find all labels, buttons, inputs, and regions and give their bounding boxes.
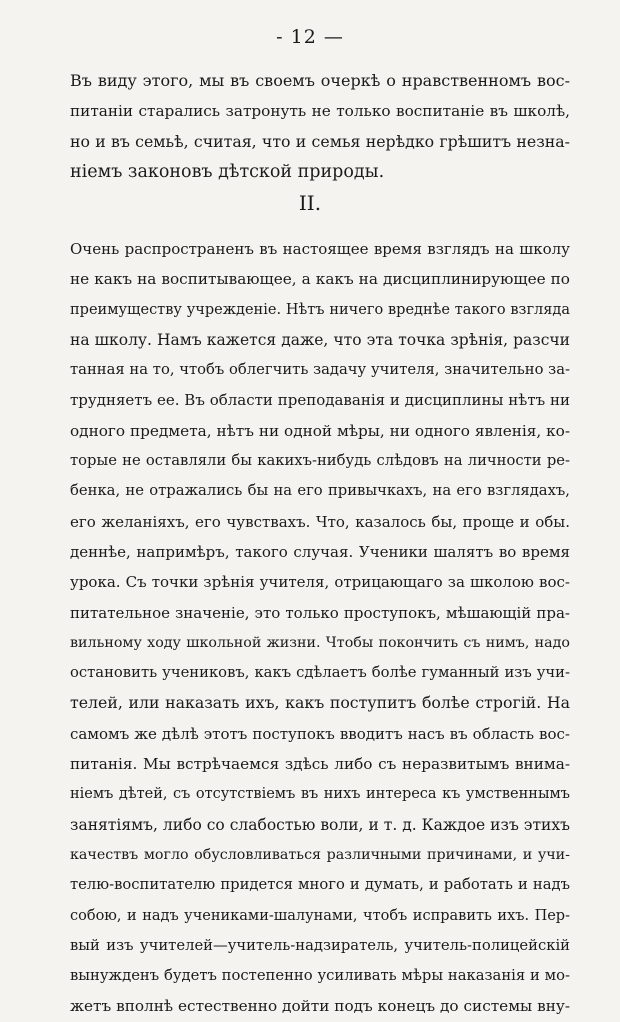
paragraph-intro	[70, 66, 570, 187]
text-line: урока. Съ точки зрѣнія учителя, отрицающаго за школою вос-	[70, 573, 570, 592]
section-heading: II.	[298, 191, 322, 215]
text-line: вынужденъ будетъ постепенно усиливать мѣры наказанія и мо-	[70, 967, 570, 985]
text-line: торые не оставляли бы какихъ-нибудь слѣдовъ на личности ре-	[70, 452, 570, 470]
text-line: занятіямъ, либо со слабостью воли, и т. д. Каждое изъ этихъ	[70, 815, 570, 834]
text-line: собою, и надъ учениками-шалунами, чтобъ исправить ихъ. Пер-	[70, 907, 570, 924]
text-line: на школу. Намъ кажется даже, что эта точка зрѣнія, разсчи	[70, 330, 570, 349]
text-line: телю-воспитателю придется много и думать, и работать и надъ	[70, 876, 570, 894]
text-line: питанія. Мы встрѣчаемся здѣсь либо съ неразвитымъ внима-	[70, 755, 570, 774]
text-line: Въ виду этого, мы въ своемъ очеркѣ о нравственномъ вос-	[70, 71, 570, 90]
text-line: вильному ходу школьной жизни. Чтобы покончить съ нимъ, надо	[70, 634, 570, 651]
text-line: не какъ на воспитывающее, а какъ на дисциплинирующее по	[70, 270, 570, 289]
text-line: самомъ же дѣлѣ этотъ поступокъ вводитъ насъ въ область вос-	[70, 724, 570, 743]
text-line: одного предмета, нѣтъ ни одной мѣры, ни одного явленія, ко-	[70, 421, 570, 440]
paragraph-main	[70, 234, 570, 1022]
text-line: питательное значеніе, это только проступокъ, мѣшающій пра-	[70, 603, 570, 622]
text-line: питаніи старались затронуть не только воспитаніе въ школѣ,	[70, 102, 570, 121]
text-line: преимуществу учрежденіе. Нѣтъ ничего вреднѣе такого взгляда	[70, 301, 570, 318]
text-line: его желаніяхъ, его чувствахъ. Что, казалось бы, проще и обы.	[70, 512, 570, 531]
text-line: качествъ могло обусловливаться различными причинами, и учи-	[70, 846, 570, 863]
text-line: но и въ семьѣ, считая, что и семья нерѣдко грѣшитъ незна-	[70, 131, 570, 151]
text-line: Очень распространенъ въ настоящее время взглядъ на школу	[70, 240, 570, 258]
text-line: деннѣе, напримѣръ, такого случая. Ученики шалятъ во время	[70, 542, 570, 561]
text-line: жетъ вполнѣ естественно дойти подъ конецъ до системы вну-	[70, 997, 570, 1016]
text-line: трудняетъ ее. Въ области преподаванія и дисциплины нѣтъ ни	[70, 391, 570, 410]
text-line: бенка, не отражались бы на его привычкахъ, на его взглядахъ,	[70, 482, 570, 500]
text-line: телей, или наказать ихъ, какъ поступитъ болѣе строгій. На	[70, 693, 570, 713]
text-line: ніемъ дѣтей, съ отсутствіемъ въ нихъ интереса къ умственнымъ	[70, 786, 570, 803]
page-number: - 12 —	[276, 26, 344, 48]
text-line: ніемъ законовъ дѣтской природы.	[70, 161, 385, 182]
text-line: вый изъ учителей—учитель-надзиратель, учитель-полицейскій	[70, 936, 570, 954]
text-line: остановить учениковъ, какъ сдѣлаетъ болѣе гуманный изъ учи-	[70, 664, 570, 682]
text-line: танная на то, чтобъ облегчить задачу учителя, значительно за-	[70, 361, 570, 379]
